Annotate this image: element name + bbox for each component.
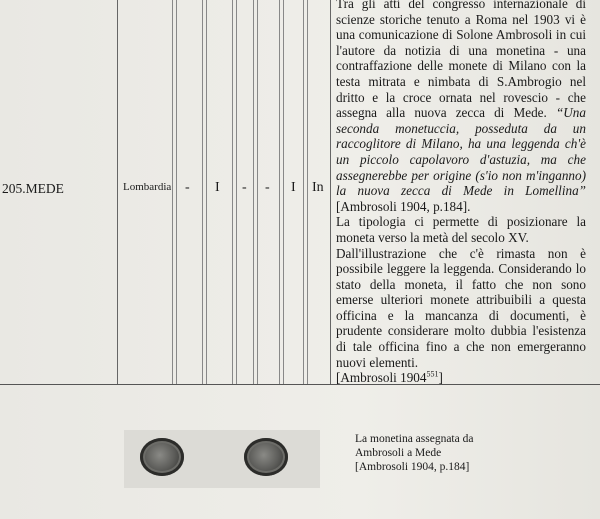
mark-cell: - xyxy=(185,180,190,195)
description-cell xyxy=(336,0,586,386)
description-paragraph: La tipologia ci permette di posizionare la moneta verso la metà del secolo XV. xyxy=(336,214,586,245)
column-divider xyxy=(236,0,237,384)
mark-cell: - xyxy=(242,180,247,195)
footnote-marker: 551 xyxy=(426,369,439,379)
coin-obverse-image xyxy=(140,438,184,476)
column-divider xyxy=(232,0,233,384)
column-divider xyxy=(202,0,203,384)
caption-line: [Ambrosoli 1904, p.184] xyxy=(355,461,470,473)
column-divider xyxy=(257,0,258,384)
column-divider xyxy=(330,0,331,384)
mark-cell: I xyxy=(215,180,220,195)
column-divider xyxy=(279,0,280,384)
description-paragraph xyxy=(336,0,586,214)
column-divider xyxy=(253,0,254,384)
column-divider xyxy=(206,0,207,384)
description-reference: [Ambrosoli 1904 xyxy=(336,370,427,386)
mark-cell: - xyxy=(265,180,270,195)
description-paragraph: Dall'illustrazione che c'è rimasta non è possibile leggere la leggenda. Considerando lo stato della moneta, il fatto che non sono emerse ulteriori monete attribuibili a questa officina e la mancanza di documenti, è prudente considerare molto dubbia l'esistenza di tale officina fino a che non emergeranno nuovi elementi. xyxy=(336,245,586,370)
column-divider xyxy=(307,0,308,384)
mark-cell: In xyxy=(312,180,324,195)
caption-line: La monetina assegnata da xyxy=(355,433,474,445)
coin-reverse-image xyxy=(244,438,288,476)
description-reference-close: ] xyxy=(438,370,443,386)
column-divider xyxy=(283,0,284,384)
description-text: Tra gli atti del congresso internazionale di scienze storiche tenuto a Roma nel 1903 vi è una comunicazione di Solone Ambrosoli in cui l'autore da notizia di una monetina - una contraffazione delle monete di Milano con la testa mitrata e nimbata di S.Ambrogio nel dritto e la croce ornata nel rovescio - che assegna alla nuova zecca di Mede. xyxy=(336,0,586,121)
figure-caption xyxy=(355,432,535,474)
column-divider xyxy=(176,0,177,384)
coin-photo xyxy=(124,430,320,488)
region-name: Lombardia xyxy=(123,181,172,193)
description-paragraph xyxy=(336,370,586,386)
column-divider xyxy=(303,0,304,384)
description-quote: “Una seconda monetuccia, posseduta da un raccoglitore di Milano, ha una leggenda ch'è un piccolo capolavoro d'astuzia, ma che assegnerebbe per origine (s'io non m'inganno) la nuova zecca di Mede in Lomellina” xyxy=(336,105,586,199)
column-divider xyxy=(172,0,173,384)
description-reference: [Ambrosoli 1904, p.184]. xyxy=(336,198,471,214)
site-name: 205.MEDE xyxy=(2,181,64,196)
mark-cell: I xyxy=(291,180,296,195)
caption-line: Ambrosoli a Mede xyxy=(355,447,442,459)
column-divider xyxy=(117,0,118,384)
